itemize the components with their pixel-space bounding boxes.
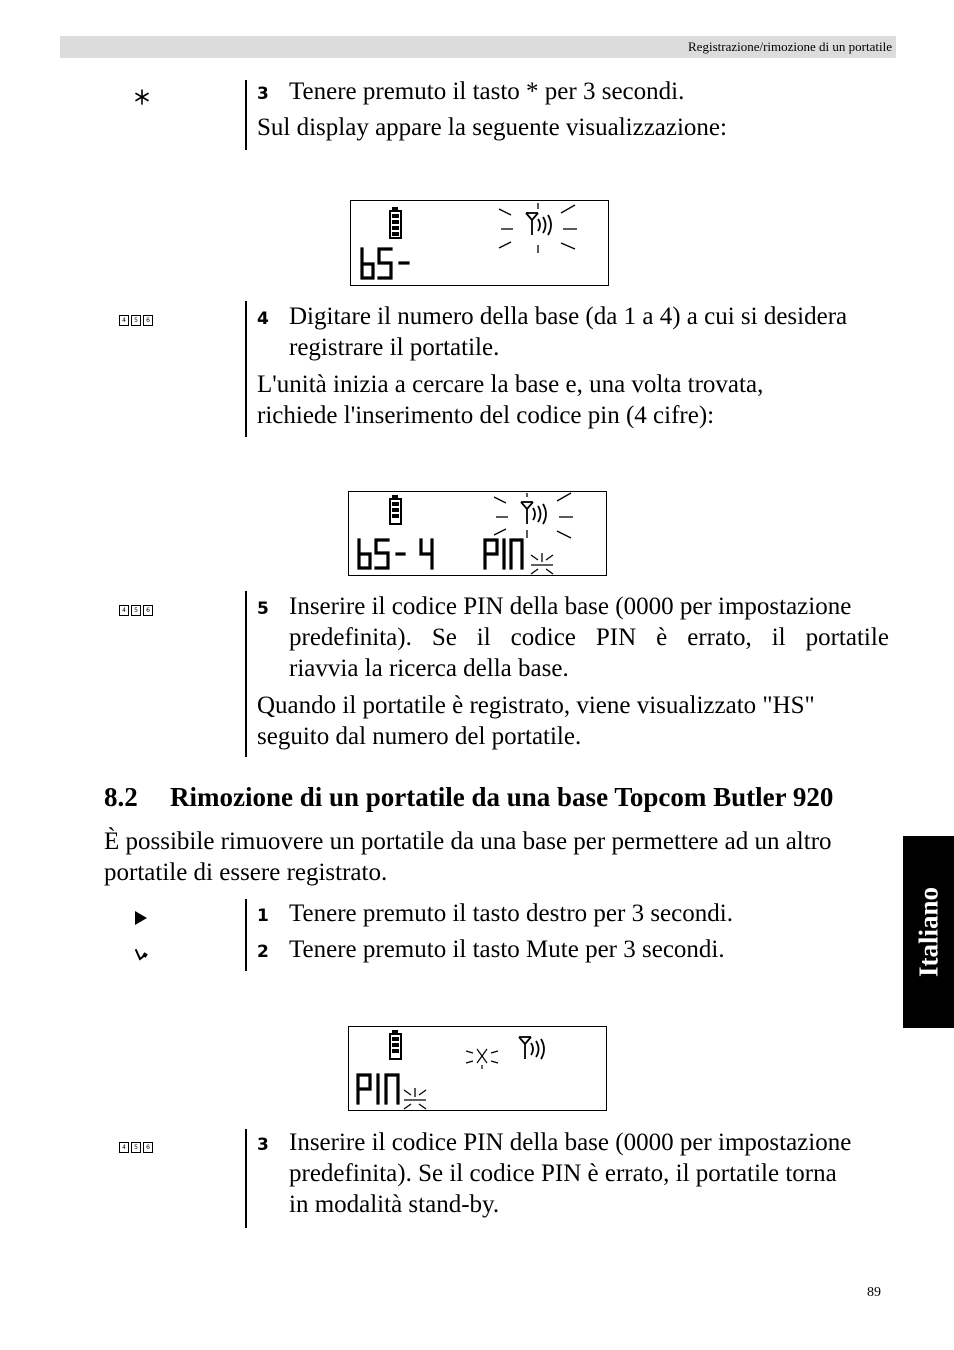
language-tab: [903, 836, 954, 1028]
step-block-4: 4 Digitare il numero della base (da 1 a 4) a cui si desidera registrare il portatile. L'unità inizia a cercare la base e, una volta trovata, richiede l'inserimento del codice pin (4 cifre):: [245, 301, 247, 437]
language-tab-label: Italiano: [913, 886, 943, 978]
antenna-icon: [521, 502, 546, 524]
section-title: Rimozione di un portatile da una base Topcom Butler 920: [170, 782, 834, 812]
right-arrow-icon: [134, 910, 148, 926]
section-number: 8.2: [104, 782, 138, 812]
section-intro-line-1: È possibile rimuovere un portatile da una base per permettere ad un altro: [104, 828, 832, 855]
step-3-bottom-line: 3 Inserire il codice PIN della base (0000 per impostazione: [257, 1127, 851, 1161]
step-3-note: Sul display appare la seguente visualizzazione:: [257, 114, 727, 141]
step-1-line: 1 Tenere premuto il tasto destro per 3 secondi.: [257, 898, 733, 932]
step-block-3: [245, 78, 727, 150]
step-block-5: 5 Inserire il codice PIN della base (0000 per impostazione predefinita). Se il codice PIN è errato, il portatile riavvia la ricerca della base. Quando il portatile è registrato, viene visualizzato "HS" seguito dal numero del portatile.: [245, 591, 247, 757]
step-number: 3: [257, 1135, 269, 1155]
battery-icon: [390, 207, 401, 238]
header-title: Registrazione/rimozione di un portatile: [688, 39, 892, 54]
section-intro-line-2: portatile di essere registrato.: [104, 859, 388, 886]
step-4-line: 4 Digitare il numero della base (da 1 a 4) a cui si desidera: [257, 301, 847, 335]
step-number: 4: [257, 309, 269, 329]
step-number: 1: [257, 906, 269, 926]
page-header: [60, 36, 896, 58]
page-number: 89: [867, 1285, 881, 1300]
lcd-display-2: [348, 491, 607, 576]
battery-icon: [390, 1030, 401, 1059]
lcd-display-1: [350, 200, 609, 286]
antenna-icon: [526, 213, 551, 235]
keypad-icon: 4 5 6: [119, 1142, 153, 1153]
step-3-line: 3 Tenere premuto il tasto * per 3 secondi.: [257, 76, 684, 110]
step-5-justified-line: predefinita). Se il codice PIN è errato, il portatile: [289, 624, 889, 651]
step-block-bottom-3: 3 Inserire il codice PIN della base (0000 per impostazione predefinita). Se il codice PIN è errato, il portatile torna in modalità stand-by.: [245, 1129, 247, 1228]
mute-icon: [133, 945, 149, 965]
step-number: 2: [257, 942, 269, 962]
asterisk-icon: [134, 89, 150, 105]
step-2-line: 2 Tenere premuto il tasto Mute per 3 secondi.: [257, 934, 725, 968]
antenna-icon: [519, 1037, 544, 1059]
battery-icon: [390, 495, 401, 524]
step-number: 5: [257, 599, 269, 619]
step-5-line: 5 Inserire il codice PIN della base (0000 per impostazione: [257, 591, 851, 625]
step-block-bottom-1-2: [245, 899, 733, 971]
section-heading: [104, 782, 833, 813]
keypad-icon: 4 5 6: [119, 605, 153, 616]
step-number: 3: [257, 84, 269, 104]
lcd-display-3: [348, 1026, 607, 1111]
keypad-icon: 4 5 6: [119, 315, 153, 326]
